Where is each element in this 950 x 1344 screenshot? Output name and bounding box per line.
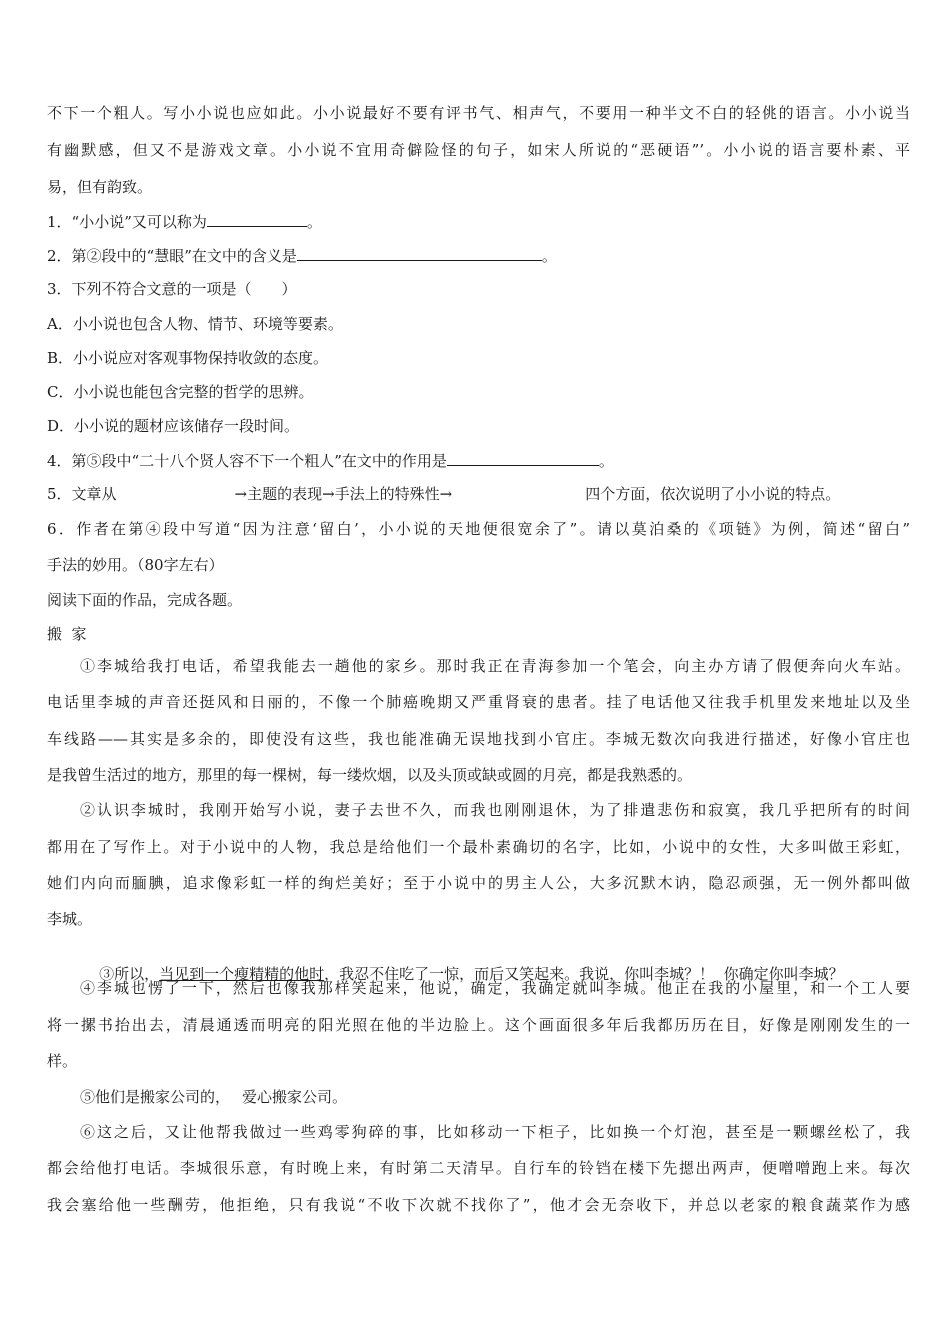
- paragraph-4-line: ④李城也愣了一下，然后也像我那样笑起来，他说，确定，我确定就叫李城。他正在我的小屋里，和一个工人要: [80, 979, 910, 997]
- paragraph-2-line: 她们内向而腼腆，追求像彩虹一样的绚烂美好；至于小说中的男主人公，大多沉默木讷，隐忍顽强，无一例外都叫做: [47, 874, 910, 892]
- question-4-text: 4．第⑤段中“二十八个贤人容不下一个粗人”在文中的作用是: [47, 452, 447, 470]
- question-1-text: 1．“小小说”又可以称为: [47, 213, 207, 231]
- paragraph-6-line: 都会给他打电话。李城很乐意，有时晚上来，有时第二天清早。自行车的铃铛在楼下先摁出两声，便噌噌跑上来。每次: [47, 1159, 910, 1177]
- question-2-end: 。: [541, 247, 557, 265]
- intro-line: 不下一个粗人。写小小说也应如此。小小说最好不要有评书气、相声气，不要用一种半文不白的轻佻的语言。小小说当: [47, 104, 910, 122]
- question-6-line: 6．作者在第④段中写道“因为注意‘留白’，小小说的天地便很宽余了”。请以莫泊桑的《项链》为例，简述“留白”: [47, 520, 910, 538]
- paragraph-1-line: ①李城给我打电话，希望我能去一趟他的家乡。那时我正在青海参加一个笔会，向主办方请了假便奔向火车站。: [80, 657, 910, 675]
- paragraph-4-line: 将一摞书抬出去，清晨通透而明亮的阳光照在他的半边脸上。这个画面很多年后我都历历在目，好像是刚刚发生的一: [47, 1016, 910, 1034]
- paragraph-2-line: 都用在了写作上。对于小说中的人物，我总是给他们一个最朴素确切的名字，比如，小说中的女性，大多叫做王彩虹，: [47, 838, 910, 856]
- intro-line: 易，但有韵致。: [47, 178, 153, 196]
- answer-blank-4[interactable]: [447, 450, 599, 466]
- paragraph-1-line: 是我曾生活过的地方，那里的每一棵树，每一缕炊烟，以及头顶或缺或圆的月亮，都是我熟悉的。: [47, 766, 693, 784]
- question-6-line: 手法的妙用。（80字左右）: [47, 556, 224, 574]
- question-5-part1: 5．文章从: [47, 485, 117, 503]
- question-2-text: 2．第②段中的“慧眼”在文中的含义是: [47, 247, 297, 265]
- question-5-part2: →主题的表现→手法上的特殊性→: [234, 485, 453, 503]
- question-4-end: 。: [598, 452, 614, 470]
- paragraph-4-line: 样。: [47, 1052, 78, 1070]
- paragraph-5-post: 爱心搬家公司。: [242, 1088, 348, 1106]
- question-4: [47, 450, 910, 471]
- paragraph-1-line: 车线路——其实是多余的，即使没有这些，我也能准确无误地找到小官庄。李城无数次向我进行描述，好像小官庄也: [47, 730, 910, 748]
- question-1: [47, 211, 910, 232]
- question-2: [47, 245, 910, 266]
- paragraph-6-line: ⑥这之后，又让他帮我做过一些鸡零狗碎的事，比如移动一下柜子，比如换一个灯泡，甚至是一颗螺丝松了，我: [80, 1123, 910, 1141]
- underlined-phrase: 当见到一个瘦精精的他时: [159, 965, 325, 983]
- option-a[interactable]: A．小小说也包含人物、情节、环境等要素。: [47, 315, 343, 333]
- paragraph-6-line: 我会塞给他一些酬劳，他拒绝，只有我说“不收下次就不找你了”，他才会无奈收下，并总以老家的粮食蔬菜作为感: [47, 1196, 910, 1214]
- paragraph-5-pre: ⑤他们是搬家公司的，: [80, 1088, 231, 1106]
- answer-blank-2[interactable]: [297, 245, 542, 261]
- option-b[interactable]: B．小小说应对客观事物保持收敛的态度。: [47, 349, 329, 367]
- intro-line: 有幽默感，但又不是游戏文章。小小说不宜用奇僻险怪的句子，如宋人所说的“恶硬语”’。小小说的语言要朴素、平: [47, 141, 910, 159]
- paragraph-3-pre: ③所以，: [99, 965, 160, 983]
- paragraph-2-line: ②认识李城时，我刚开始写小说，妻子去世不久，而我也刚刚退休，为了排遣悲伤和寂寞，我几乎把所有的时间: [80, 801, 910, 819]
- question-1-end: 。: [306, 213, 322, 231]
- paragraph-2-line: 李城。: [47, 910, 93, 928]
- option-c[interactable]: C．小小说也能包含完整的哲学的思辨。: [47, 383, 314, 401]
- option-d[interactable]: D．小小说的题材应该储存一段时间。: [47, 417, 300, 435]
- reading-instruction: 阅读下面的作品，完成各题。: [47, 591, 243, 609]
- paragraph-1-line: 电话里李城的声音还挺风和日丽的，不像一个肺癌晚期又严重肾衰的患者。挂了电话他又往我手机里发来地址以及坐: [47, 693, 910, 711]
- question-5-part3: 四个方面，依次说明了小小说的特点。: [585, 485, 841, 503]
- paragraph-3-post: ，我忍不住吃了一惊，而后又笑起来。我说，你叫李城？！ 你确定你叫李城？: [324, 965, 844, 983]
- passage-title: 搬 家: [47, 625, 87, 643]
- paragraph-5: [80, 1087, 910, 1107]
- question-5: [47, 484, 910, 504]
- answer-blank-1[interactable]: [207, 211, 307, 227]
- question-3-stem: 3．下列不符合文意的一项是（ ）: [47, 280, 297, 298]
